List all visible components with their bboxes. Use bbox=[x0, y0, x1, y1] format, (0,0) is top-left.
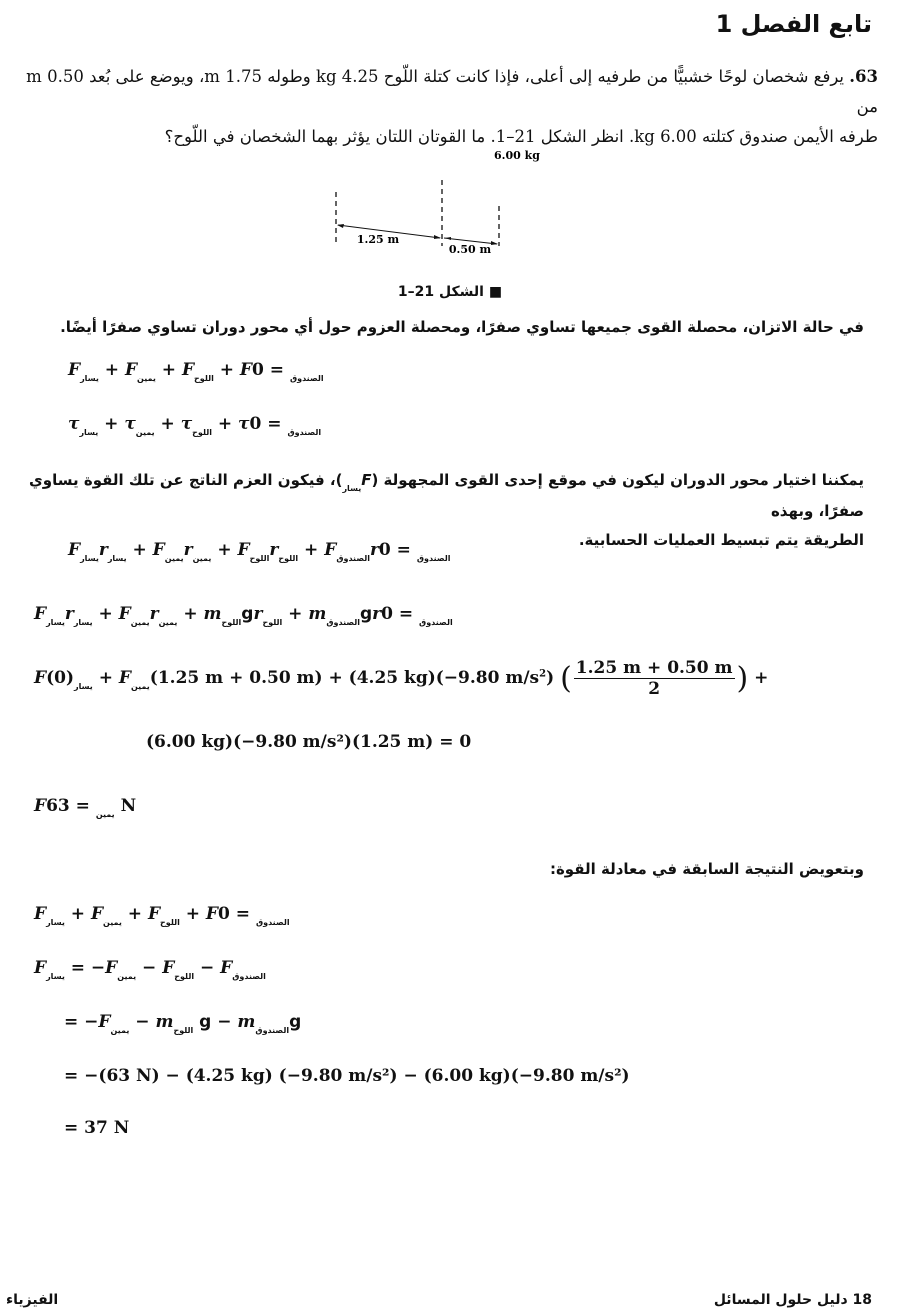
footer-page-label: 18 دليل حلول المسائل bbox=[713, 1292, 872, 1308]
right-length-label: 0.50 m bbox=[448, 243, 492, 256]
caption-marker-icon: ■ bbox=[488, 284, 503, 300]
figure-caption bbox=[0, 284, 900, 300]
left-length-label: 1.25 m bbox=[356, 233, 400, 246]
result-right-force: F $_{يمين}$ = 63 N bbox=[34, 796, 137, 819]
sum-forces-equation: $F_{يسار} + F_{يمين} + F_{اللوح} + F$ $_{الصندوق}$ = 0 bbox=[68, 360, 324, 383]
arrowhead-icon bbox=[337, 224, 344, 228]
problem-line-2: طرفه الأيمن صندوق كتلته 6.00 kg. انظر الشكل 21–1. ما القوتان اللتان يؤثر بهما الشخصان في اللّوح؟ bbox=[164, 127, 878, 146]
problem-statement bbox=[0, 62, 878, 152]
chapter-title: تابع الفصل 1 bbox=[715, 10, 872, 38]
pivot-paragraph: يمكننا اختيار محور الدوران ليكون في موقع إحدى القوى المجهولة $(F_{يسار})،$ فيكون العزم الناتج عن تلك القوة يساوي صفرًا، وبهذه الطريقة يتم تبسيط العمليات الحسابية. bbox=[29, 471, 864, 549]
arrowhead-icon bbox=[434, 235, 441, 239]
left-force-numeric: = −(63 N) − (4.25 kg) (−9.80 m/s²) − (6.00 kg)(−9.80 m/s²) bbox=[64, 1066, 630, 1086]
force-equation-2: $F_{يسار} + F_{يمين} + F_{اللوح} + F$ $_{الصندوق}$ = 0 bbox=[34, 904, 290, 927]
problem-number: 63. bbox=[849, 67, 878, 86]
left-force-mg-expression: = $-F_{يمين} - m_{اللوح}$ $g - m_{الصندوق}g$ bbox=[64, 1012, 302, 1035]
box-mass-label: 6.00 kg bbox=[494, 149, 540, 162]
footer-subject: الفيزياء bbox=[6, 1292, 59, 1308]
substitute-note: وبتعويض النتيجة السابقة في معادلة القوة: bbox=[549, 860, 864, 878]
torque-r-equation: $F_{يسار}r_{يسار} + F_{يمين}r_{يمين} + F_{اللوح}r_{اللوح} + F_{الصندوق}r$ $_{الصندوق}$ = 0 bbox=[68, 540, 451, 563]
torque-mg-equation: $F_{يسار}r_{يسار} + F_{يمين}r_{يمين} + m_{اللوح}gr_{اللوح} + m_{الصندوق}gr$ $_{الصندوق}$ = 0 bbox=[34, 604, 453, 627]
torque-numeric-line-1: F $_{يسار}(0) + F_{يمين}(1.25$ m + 0.50 m) + (4.25 kg)(−9.80 $m/s^2$) ( $\frac{1.25 m + 0.50 m}{2}$ ) + bbox=[34, 658, 769, 699]
figure-21-1 bbox=[320, 140, 540, 265]
equilibrium-note: في حالة الاتزان، محصلة القوى جميعها تساوي صفرًا، ومحصلة العزوم حول أي محور دوران تساوي صفرًا أيضًا. bbox=[60, 318, 864, 336]
sum-torques-equation: $\tau_{يسار} + \tau_{يمين} + \tau_{اللوح} + \tau$ $_{الصندوق}$ = 0 bbox=[68, 414, 322, 437]
caption-text: الشكل 21–1 bbox=[397, 284, 484, 300]
problem-line-1: يرفع شخصان لوحًا خشبيًّا من طرفيه إلى أعلى، فإذا كانت كتلة اللّوح 4.25 kg وطوله 1.75 m، ويوضع على بُعد 0.50 m من bbox=[26, 67, 878, 116]
result-left-force: = 37 N bbox=[64, 1118, 130, 1138]
left-force-expression: $F_{يسار} = -F_{يمين} - F_{اللوح} - F_{الصندوق}$ bbox=[34, 958, 266, 981]
torque-numeric-line-2: (6.00 kg)(−9.80 m/s²)(1.25 m) = 0 bbox=[146, 732, 472, 752]
